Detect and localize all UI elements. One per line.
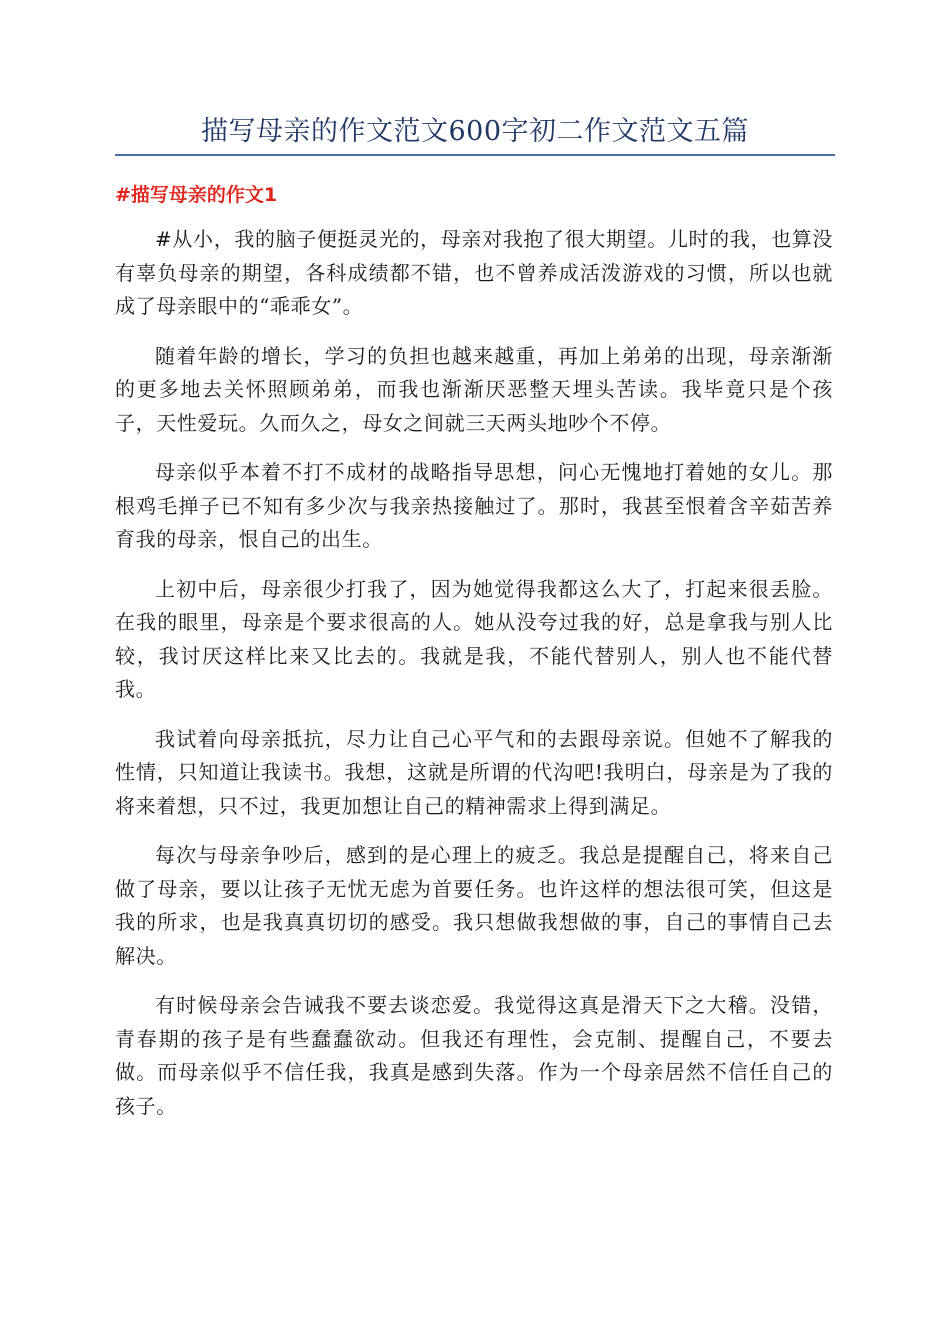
paragraph: 我试着向母亲抵抗，尽力让自己心平气和的去跟母亲说。但她不了解我的性情，只知道让我读书。我想，这就是所谓的代沟吧!我明白，母亲是为了我的将来着想，只不过，我更加想让自己的精神需求上得到满足。 <box>115 726 833 818</box>
paragraph: 上初中后，母亲很少打我了，因为她觉得我都这么大了，打起来很丢脸。在我的眼里，母亲是个要求很高的人。她从没夸过我的好，总是拿我与别人比较，我讨厌这样比来又比去的。我就是我，不能代替别人，别人也不能代替我。 <box>115 576 833 701</box>
essay-body <box>115 223 833 1139</box>
title-underline <box>115 154 835 156</box>
paragraph: #从小，我的脑子便挺灵光的，母亲对我抱了很大期望。儿时的我，也算没有辜负母亲的期望，各科成绩都不错，也不曾养成活泼游戏的习惯，所以也就成了母亲眼中的“乖乖女”。 <box>115 227 833 318</box>
document-title: 描写母亲的作文范文600字初二作文范文五篇 <box>200 116 750 147</box>
section-heading: #描写母亲的作文1 <box>115 184 278 206</box>
paragraph: 每次与母亲争吵后，感到的是心理上的疲乏。我总是提醒自己，将来自己做了母亲，要以让孩子无忧无虑为首要任务。也许这样的想法很可笑，但这是我的所求，也是我真真切切的感受。我只想做我想做的事，自己的事情自己去解决。 <box>115 843 833 968</box>
paragraph: 随着年龄的增长，学习的负担也越来越重，再加上弟弟的出现，母亲渐渐的更多地去关怀照顾弟弟，而我也渐渐厌恶整天埋头苦读。我毕竟只是个孩子，天性爱玩。久而久之，母女之间就三天两头地吵个不停。 <box>115 343 833 435</box>
paragraph: 有时候母亲会告诫我不要去谈恋爱。我觉得这真是滑天下之大稽。没错，青春期的孩子是有些蠢蠢欲动。但我还有理性，会克制、提醒自己，不要去做。而母亲似乎不信任我，我真是感到失落。作为一个母亲居然不信任自己的孩子。 <box>115 993 833 1118</box>
paragraph: 母亲似乎本着不打不成材的战略指导思想，问心无愧地打着她的女儿。那根鸡毛掸子已不知有多少次与我亲热接触过了。那时，我甚至恨着含辛茹苦养育我的母亲，恨自己的出生。 <box>115 460 833 551</box>
